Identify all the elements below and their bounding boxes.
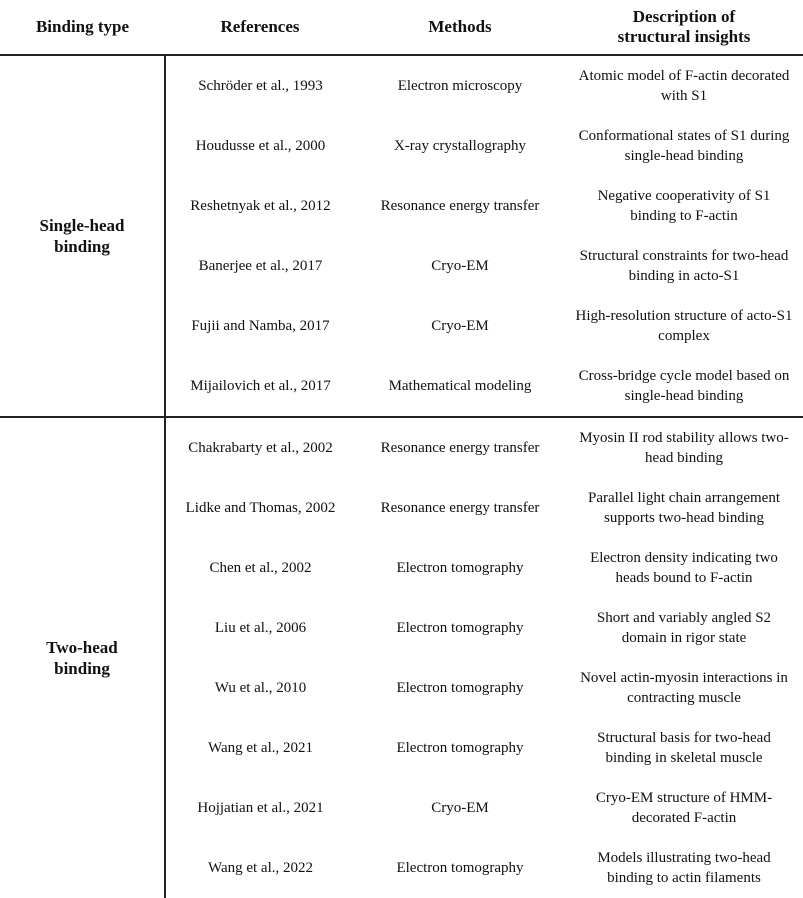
description-cell: High-resolution structure of acto-S1 complex bbox=[575, 308, 793, 344]
reference-cell: Liu et al., 2006 bbox=[214, 620, 307, 636]
method-cell: Electron tomography bbox=[396, 560, 524, 576]
method-cell: Electron tomography bbox=[396, 740, 524, 756]
method-cell: Mathematical modeling bbox=[388, 378, 532, 394]
reference-cell: Houdusse et al., 2000 bbox=[195, 138, 326, 154]
reference-cell: Fujii and Namba, 2017 bbox=[191, 318, 330, 334]
description-cell: Novel actin-myosin interactions in contracting muscle bbox=[580, 670, 788, 706]
binding-type-group-label: Two-head binding bbox=[0, 417, 165, 898]
reference-cell: Mijailovich et al., 2017 bbox=[190, 378, 331, 394]
description-cell: Parallel light chain arrangement supports two-head binding bbox=[587, 490, 780, 526]
reference-cell: Chakrabarty et al., 2002 bbox=[165, 417, 355, 478]
header-methods: Methods bbox=[355, 0, 565, 55]
reference-cell: Schröder et al., 1993 bbox=[198, 78, 323, 94]
method-cell: Electron tomography bbox=[396, 620, 524, 636]
header-references: References bbox=[165, 0, 355, 55]
description-cell: Models illustrating two-head binding to actin filaments bbox=[597, 850, 771, 886]
table-row bbox=[0, 417, 803, 478]
method-cell: Resonance energy transfer bbox=[355, 417, 565, 478]
description-cell: Conformational states of S1 during single-head binding bbox=[578, 128, 790, 164]
description-cell: Myosin II rod stability allows two-head binding bbox=[565, 417, 803, 478]
reference-cell: Wu et al., 2010 bbox=[214, 680, 307, 696]
reference-cell: Banerjee et al., 2017 bbox=[198, 258, 323, 274]
header-row bbox=[0, 0, 803, 55]
reference-cell: Wang et al., 2021 bbox=[207, 740, 313, 756]
method-cell: Cryo-EM bbox=[431, 258, 489, 274]
description-cell: Structural basis for two-head binding in skeletal muscle bbox=[597, 730, 771, 766]
description-cell: Atomic model of F-actin decorated with S1 bbox=[578, 68, 790, 104]
reference-cell: Reshetnyak et al., 2012 bbox=[190, 198, 331, 214]
description-cell: Cross-bridge cycle model based on single-head binding bbox=[578, 368, 790, 404]
method-cell: Resonance energy transfer bbox=[380, 500, 540, 516]
binding-type-group-label: Single-head binding bbox=[0, 55, 165, 417]
method-cell: Electron tomography bbox=[396, 680, 524, 696]
method-cell: Cryo-EM bbox=[431, 800, 489, 816]
method-cell: Cryo-EM bbox=[431, 318, 489, 334]
header-binding-type: Binding type bbox=[0, 0, 165, 55]
reference-cell: Wang et al., 2022 bbox=[207, 860, 313, 876]
reference-cell: Chen et al., 2002 bbox=[209, 560, 312, 576]
description-cell: Short and variably angled S2 domain in rigor state bbox=[596, 610, 772, 646]
method-cell: Electron microscopy bbox=[397, 78, 523, 94]
reference-cell: Hojjatian et al., 2021 bbox=[197, 800, 324, 816]
method-cell: Resonance energy transfer bbox=[380, 198, 540, 214]
method-cell: X-ray crystallography bbox=[393, 138, 527, 154]
table-row bbox=[0, 55, 803, 116]
description-cell: Structural constraints for two-head binding in acto-S1 bbox=[579, 248, 789, 284]
reference-cell: Lidke and Thomas, 2002 bbox=[185, 500, 336, 516]
method-cell: Electron tomography bbox=[396, 860, 524, 876]
description-cell: Cryo-EM structure of HMM-decorated F-actin bbox=[595, 790, 773, 826]
description-cell: Negative cooperativity of S1 binding to F-actin bbox=[597, 188, 771, 224]
description-cell: Electron density indicating two heads bound to F-actin bbox=[590, 550, 778, 586]
header-description: Description of structural insights bbox=[565, 0, 803, 55]
